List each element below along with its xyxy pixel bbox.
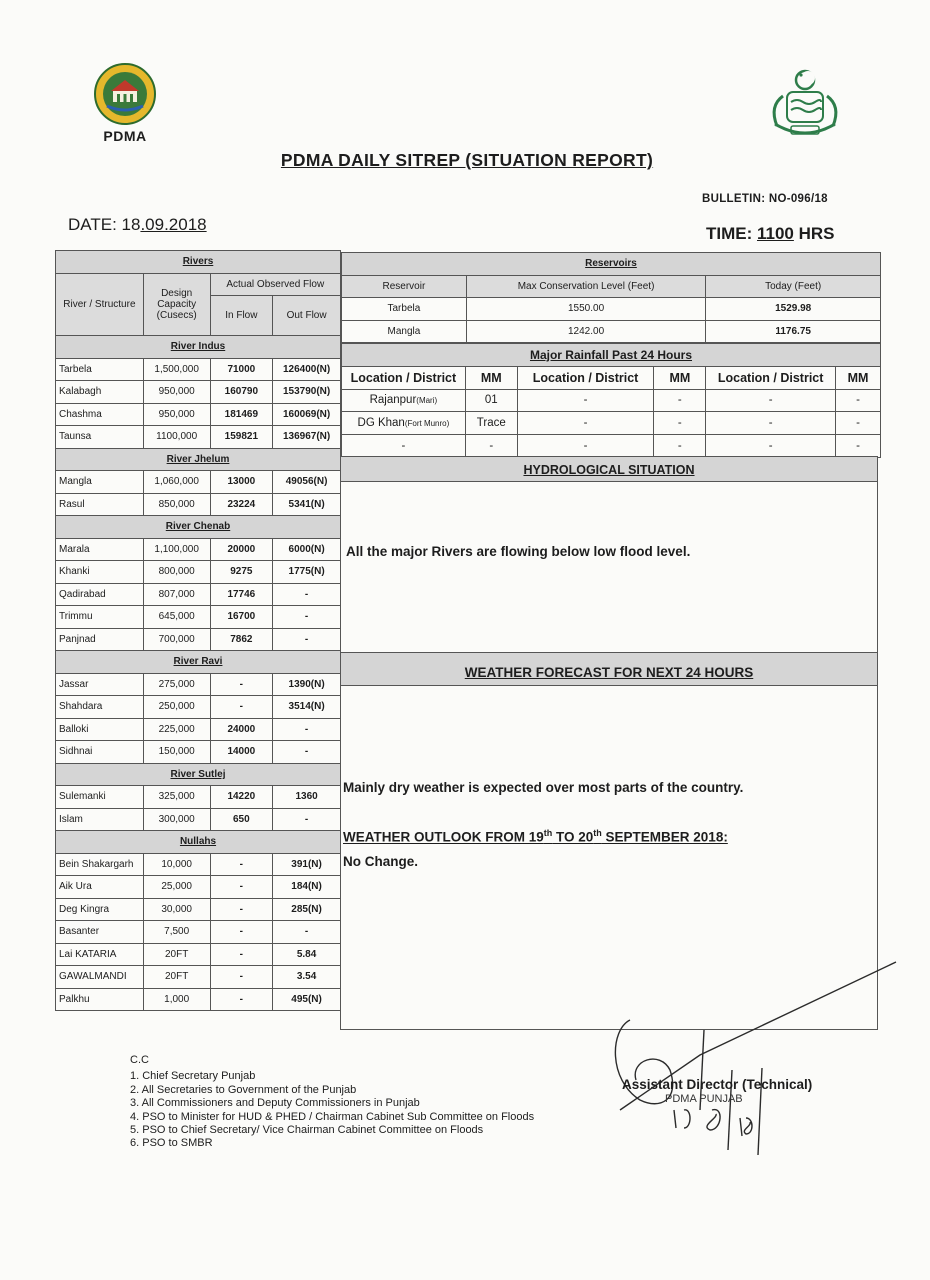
structure-name: Lai KATARIA: [56, 943, 144, 966]
pdma-logo-label: PDMA: [103, 128, 147, 144]
design-capacity: 700,000: [143, 628, 210, 651]
outflow-value: 391(N): [273, 853, 341, 876]
structure-name: Bein Shakargarh: [56, 853, 144, 876]
inflow-value: -: [210, 673, 273, 696]
design-capacity: 20FT: [143, 943, 210, 966]
structure-name: Balloki: [56, 718, 144, 741]
structure-name: GAWALMANDI: [56, 966, 144, 989]
list-item: 2. All Secretaries to Government of the Punjab: [130, 1083, 357, 1096]
structure-name: Panjnad: [56, 628, 144, 651]
rainfall-mm: Trace: [465, 412, 517, 435]
rainfall-mm: -: [465, 435, 517, 458]
rainfall-mm: 01: [465, 389, 517, 412]
structure-name: Sulemanki: [56, 786, 144, 809]
table-row: [56, 403, 341, 426]
design-capacity: 7,500: [143, 921, 210, 944]
table-row: [56, 876, 341, 899]
cc-heading: C.C: [130, 1054, 149, 1066]
list-item: 6. PSO to SMBR: [130, 1137, 213, 1150]
col-today-level: Today (Feet): [706, 275, 881, 298]
outflow-value: -: [273, 921, 341, 944]
outflow-value: -: [273, 741, 341, 764]
design-capacity: 325,000: [143, 786, 210, 809]
inflow-value: 650: [210, 808, 273, 831]
weather-title: WEATHER FORECAST FOR NEXT 24 HOURS: [341, 652, 877, 686]
structure-name: Aik Ura: [56, 876, 144, 899]
table-row: [56, 718, 341, 741]
hydrological-title: HYDROLOGICAL SITUATION: [341, 456, 877, 482]
reservoir-today: 1529.98: [706, 298, 881, 321]
design-capacity: 950,000: [143, 403, 210, 426]
list-item: 5. PSO to Chief Secretary/ Vice Chairman Cabinet Committee on Floods: [130, 1124, 484, 1137]
rainfall-location: Rajanpur(Mari): [342, 389, 466, 412]
table-row: [56, 988, 341, 1011]
inflow-value: 16700: [210, 606, 273, 629]
rainfall-table: [341, 343, 881, 458]
col-max-level: Max Conservation Level (Feet): [466, 275, 706, 298]
design-capacity: 850,000: [143, 493, 210, 516]
col-location: Location / District: [706, 366, 836, 389]
table-row: [56, 898, 341, 921]
design-capacity: 250,000: [143, 696, 210, 719]
structure-name: Jassar: [56, 673, 144, 696]
list-item: 4. PSO to Minister for HUD & PHED / Chairman Cabinet Sub Committee on Floods: [130, 1110, 535, 1123]
inflow-value: -: [210, 853, 273, 876]
signatory-org: PDMA PUNJAB: [665, 1093, 743, 1105]
inflow-value: -: [210, 943, 273, 966]
outflow-value: 126400(N): [273, 358, 341, 381]
inflow-value: 24000: [210, 718, 273, 741]
structure-name: Shahdara: [56, 696, 144, 719]
design-capacity: 25,000: [143, 876, 210, 899]
table-row: [56, 966, 341, 989]
river-group-header: [56, 448, 341, 471]
rainfall-mm: -: [654, 412, 706, 435]
design-capacity: 150,000: [143, 741, 210, 764]
design-capacity: 807,000: [143, 583, 210, 606]
river-group-title: River Jhelum: [56, 448, 341, 471]
reservoir-name: Tarbela: [342, 298, 467, 321]
inflow-value: 13000: [210, 471, 273, 494]
design-capacity: 1,000: [143, 988, 210, 1011]
table-row: [56, 561, 341, 584]
table-row: [56, 538, 341, 561]
structure-name: Tarbela: [56, 358, 144, 381]
punjab-emblem: [757, 66, 857, 149]
river-group-title: River Ravi: [56, 651, 341, 674]
table-row: [56, 426, 341, 449]
river-group-header: [56, 763, 341, 786]
inflow-value: -: [210, 988, 273, 1011]
table-row: [56, 808, 341, 831]
river-group-title: River Sutlej: [56, 763, 341, 786]
table-row: [56, 696, 341, 719]
design-capacity: 1,500,000: [143, 358, 210, 381]
weather-outlook-text: No Change.: [343, 854, 419, 869]
river-group-header: [56, 831, 341, 854]
rainfall-section-title: Major Rainfall Past 24 Hours: [342, 344, 881, 367]
outflow-value: 1360: [273, 786, 341, 809]
rainfall-location: -: [706, 412, 836, 435]
inflow-value: 14000: [210, 741, 273, 764]
structure-name: Trimmu: [56, 606, 144, 629]
structure-name: Islam: [56, 808, 144, 831]
reservoirs-table: [341, 252, 881, 343]
structure-name: Marala: [56, 538, 144, 561]
table-row: [56, 943, 341, 966]
reservoir-name: Mangla: [342, 320, 467, 343]
col-observed-flow: Actual Observed Flow: [210, 273, 340, 296]
list-item: 3. All Commissioners and Deputy Commissioners in Punjab: [130, 1097, 420, 1110]
design-capacity: 1,060,000: [143, 471, 210, 494]
design-capacity: 20FT: [143, 966, 210, 989]
river-group-header: [56, 336, 341, 359]
outflow-value: 1390(N): [273, 673, 341, 696]
table-row: [56, 628, 341, 651]
table-row: [56, 853, 341, 876]
design-capacity: 800,000: [143, 561, 210, 584]
rainfall-location: -: [342, 435, 466, 458]
river-group-title: River Indus: [56, 336, 341, 359]
structure-name: Sidhnai: [56, 741, 144, 764]
outflow-value: 3.54: [273, 966, 341, 989]
structure-name: Qadirabad: [56, 583, 144, 606]
inflow-value: -: [210, 696, 273, 719]
outflow-value: 160069(N): [273, 403, 341, 426]
inflow-value: 181469: [210, 403, 273, 426]
rainfall-location: DG Khan(Fort Munro): [342, 412, 466, 435]
design-capacity: 1,100,000: [143, 538, 210, 561]
river-group-title: River Chenab: [56, 516, 341, 539]
table-row: [342, 298, 881, 321]
outflow-value: 136967(N): [273, 426, 341, 449]
outflow-value: -: [273, 718, 341, 741]
inflow-value: 159821: [210, 426, 273, 449]
outflow-value: -: [273, 808, 341, 831]
outflow-value: 6000(N): [273, 538, 341, 561]
table-row: [342, 320, 881, 343]
rivers-table: [55, 250, 341, 1011]
inflow-value: 14220: [210, 786, 273, 809]
table-row: [56, 471, 341, 494]
outflow-value: 285(N): [273, 898, 341, 921]
table-row: [56, 493, 341, 516]
outflow-value: 5.84: [273, 943, 341, 966]
table-row: [56, 786, 341, 809]
structure-name: Khanki: [56, 561, 144, 584]
river-group-title: Nullahs: [56, 831, 341, 854]
outflow-value: 1775(N): [273, 561, 341, 584]
rainfall-location: -: [517, 412, 654, 435]
table-row: [56, 921, 341, 944]
structure-name: Chashma: [56, 403, 144, 426]
weather-outlook-heading: WEATHER OUTLOOK FROM 19th TO 20th SEPTEMBER 2018:: [343, 828, 728, 845]
col-mm: MM: [836, 366, 881, 389]
punjab-crest-icon: [757, 66, 853, 144]
table-row: [56, 673, 341, 696]
design-capacity: 225,000: [143, 718, 210, 741]
table-row: [342, 412, 881, 435]
pdma-logo: [90, 62, 160, 144]
rainfall-location: -: [706, 389, 836, 412]
reservoir-max: 1242.00: [466, 320, 706, 343]
structure-name: Rasul: [56, 493, 144, 516]
structure-name: Taunsa: [56, 426, 144, 449]
outflow-value: 495(N): [273, 988, 341, 1011]
table-row: [56, 358, 341, 381]
inflow-value: 20000: [210, 538, 273, 561]
outflow-value: 5341(N): [273, 493, 341, 516]
handwritten-signature: [600, 950, 920, 1170]
inflow-value: -: [210, 876, 273, 899]
structure-name: Kalabagh: [56, 381, 144, 404]
table-row: [56, 583, 341, 606]
structure-name: Palkhu: [56, 988, 144, 1011]
outflow-value: -: [273, 628, 341, 651]
inflow-value: -: [210, 966, 273, 989]
outflow-value: 184(N): [273, 876, 341, 899]
pdma-emblem-icon: [93, 62, 157, 126]
col-mm: MM: [654, 366, 706, 389]
design-capacity: 950,000: [143, 381, 210, 404]
structure-name: Deg Kingra: [56, 898, 144, 921]
outflow-value: -: [273, 606, 341, 629]
inflow-value: -: [210, 921, 273, 944]
rainfall-mm: -: [836, 389, 881, 412]
outflow-value: 3514(N): [273, 696, 341, 719]
rainfall-mm: -: [836, 412, 881, 435]
list-item: 1. Chief Secretary Punjab: [130, 1070, 256, 1083]
structure-name: Mangla: [56, 471, 144, 494]
rainfall-location: -: [517, 435, 654, 458]
report-time: TIME: 1100 HRS: [706, 224, 835, 243]
rainfall-mm: -: [654, 389, 706, 412]
reservoir-max: 1550.00: [466, 298, 706, 321]
hydrological-panel: [340, 456, 878, 652]
col-design-capacity: Design Capacity (Cusecs): [143, 273, 210, 336]
outflow-value: -: [273, 583, 341, 606]
outflow-value: 153790(N): [273, 381, 341, 404]
col-location: Location / District: [517, 366, 654, 389]
inflow-value: 17746: [210, 583, 273, 606]
river-group-header: [56, 516, 341, 539]
design-capacity: 30,000: [143, 898, 210, 921]
structure-name: Basanter: [56, 921, 144, 944]
design-capacity: 300,000: [143, 808, 210, 831]
col-location: Location / District: [342, 366, 466, 389]
design-capacity: 1100,000: [143, 426, 210, 449]
design-capacity: 645,000: [143, 606, 210, 629]
inflow-value: 7862: [210, 628, 273, 651]
col-outflow: Out Flow: [273, 296, 341, 336]
inflow-value: 23224: [210, 493, 273, 516]
page-title: PDMA DAILY SITREP (SITUATION REPORT): [280, 150, 654, 170]
bulletin-number: BULLETIN: NO-096/18: [702, 193, 828, 205]
col-structure: River / Structure: [56, 273, 144, 336]
outflow-value: 49056(N): [273, 471, 341, 494]
hydrological-text: All the major Rivers are flowing below low flood level.: [346, 544, 691, 559]
rivers-section-title: Rivers: [56, 251, 341, 274]
cc-list: [130, 1054, 534, 1151]
inflow-value: 71000: [210, 358, 273, 381]
col-reservoir: Reservoir: [342, 275, 467, 298]
weather-forecast-text: Mainly dry weather is expected over most parts of the country.: [343, 780, 744, 795]
reservoir-today: 1176.75: [706, 320, 881, 343]
table-row: [56, 606, 341, 629]
table-row: [56, 381, 341, 404]
table-row: [342, 389, 881, 412]
rainfall-location: -: [517, 389, 654, 412]
reservoirs-section-title: Reservoirs: [342, 253, 881, 276]
col-inflow: In Flow: [210, 296, 273, 336]
design-capacity: 10,000: [143, 853, 210, 876]
design-capacity: 275,000: [143, 673, 210, 696]
rainfall-location: -: [706, 435, 836, 458]
report-date: DATE: 18.09.2018: [68, 215, 207, 234]
table-row: [56, 741, 341, 764]
rainfall-mm: -: [654, 435, 706, 458]
signatory-title: Assistant Director (Technical): [622, 1077, 813, 1092]
inflow-value: -: [210, 898, 273, 921]
inflow-value: 160790: [210, 381, 273, 404]
inflow-value: 9275: [210, 561, 273, 584]
river-group-header: [56, 651, 341, 674]
table-row: [342, 435, 881, 458]
col-mm: MM: [465, 366, 517, 389]
rainfall-mm: -: [836, 435, 881, 458]
